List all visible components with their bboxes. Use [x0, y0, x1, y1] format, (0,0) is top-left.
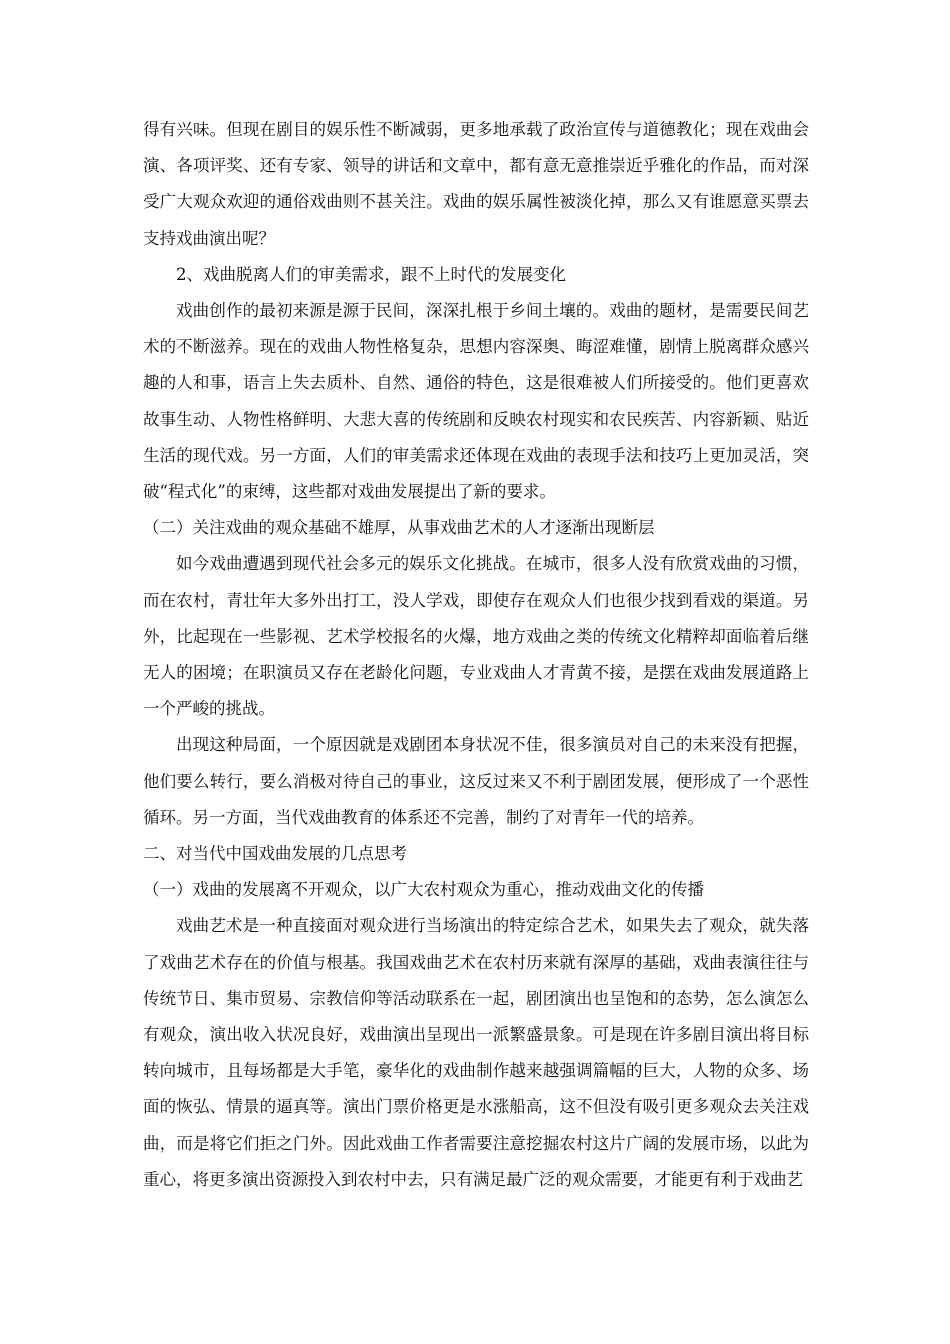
- chapter-heading-2: 二、对当代中国戏曲发展的几点思考: [143, 844, 407, 864]
- paragraph-continued: 得有兴味。但现在剧目的娱乐性不断减弱，更多地承载了政治宣传与道德教化；现在戏曲会演、各项评奖、还有专家、领导的讲话和文章中，都有意无意推崇近乎雅化的作品，而对深受广大观众欢迎的通俗戏曲则不甚关注。戏曲的娱乐属性被淡化掉，那么又有谁愿意买票去支持戏曲演出呢？: [143, 120, 809, 248]
- subsection-heading-1: （一）戏曲的发展离不开观众，以广大农村观众为重心，推动戏曲文化的传播: [143, 880, 704, 900]
- paragraph: 戏曲创作的最初来源是源于民间，深深扎根于乡间土壤的。戏曲的题材，是需要民间艺术的不断滋养。现在的戏曲人物性格复杂，思想内容深奥、晦涩难懂，剧情上脱离群众感兴趣的人和事，语言上失去质朴、自然、通俗的特色，这是很难被人们所接受的。他们更喜欢故事生动、人物性格鲜明、大悲大喜的传统剧和反映农村现实和农民疾苦、内容新颖、贴近生活的现代戏。另一方面，人们的审美需求还体现在戏曲的表现手法和技巧上更加灵活，突破“程式化”的束缚，这些都对戏曲发展提出了新的要求。: [143, 301, 809, 502]
- paragraph: 如今戏曲遭遇到现代社会多元的娱乐文化挑战。在城市，很多人没有欣赏戏曲的习惯，而在农村，青壮年大多外出打工，没人学戏，即使存在观众人们也很少找到看戏的渠道。另外，比起现在一些影视、艺术学校报名的火爆，地方戏曲之类的传统文化精粹却面临着后继无人的困境；在职演员又存在老龄化问题，专业戏曲人才青黄不接，是摆在戏曲发展道路上一个严峻的挑战。: [143, 554, 809, 719]
- paragraph: 出现这种局面，一个原因就是戏剧团本身状况不佳，很多演员对自己的未来没有把握，他们要么转行，要么消极对待自己的事业，这反过来又不利于剧团发展，便形成了一个恶性循环。另一方面，当代戏曲教育的体系还不完善，制约了对青年一代的培养。: [143, 735, 809, 827]
- paragraph: 戏曲艺术是一种直接面对观众进行当场演出的特定综合艺术，如果失去了观众，就失落了戏曲艺术存在的价值与根基。我国戏曲艺术在农村历来就有深厚的基础，戏曲表演往往与传统节日、集市贸易、宗教信仰等活动联系在一起，剧团演出也呈饱和的态势，怎么演怎么有观众，演出收入状况良好，戏曲演出呈现出一派繁盛景象。可是现在许多剧目演出将目标转向城市，且每场都是大手笔，豪华化的戏曲制作越来越强调篇幅的巨大，人物的众多、场面的恢弘、情景的逼真等。演出门票价格更是水涨船高，这不但没有吸引更多观众去关注戏曲，而是将它们拒之门外。因此戏曲工作者需要注意挖掘农村这片广阔的发展市场，以此为重心，将更多演出资源投入到农村中去，只有满足最广泛的观众需要，才能更有利于戏曲艺: [143, 916, 809, 1189]
- section-heading-2: 2、戏曲脱离人们的审美需求，跟不上时代的发展变化: [176, 264, 566, 284]
- document-body: [143, 112, 809, 1198]
- subsection-heading-2: （二）关注戏曲的观众基础不雄厚，从事戏曲艺术的人才逐渐出现断层: [143, 518, 655, 538]
